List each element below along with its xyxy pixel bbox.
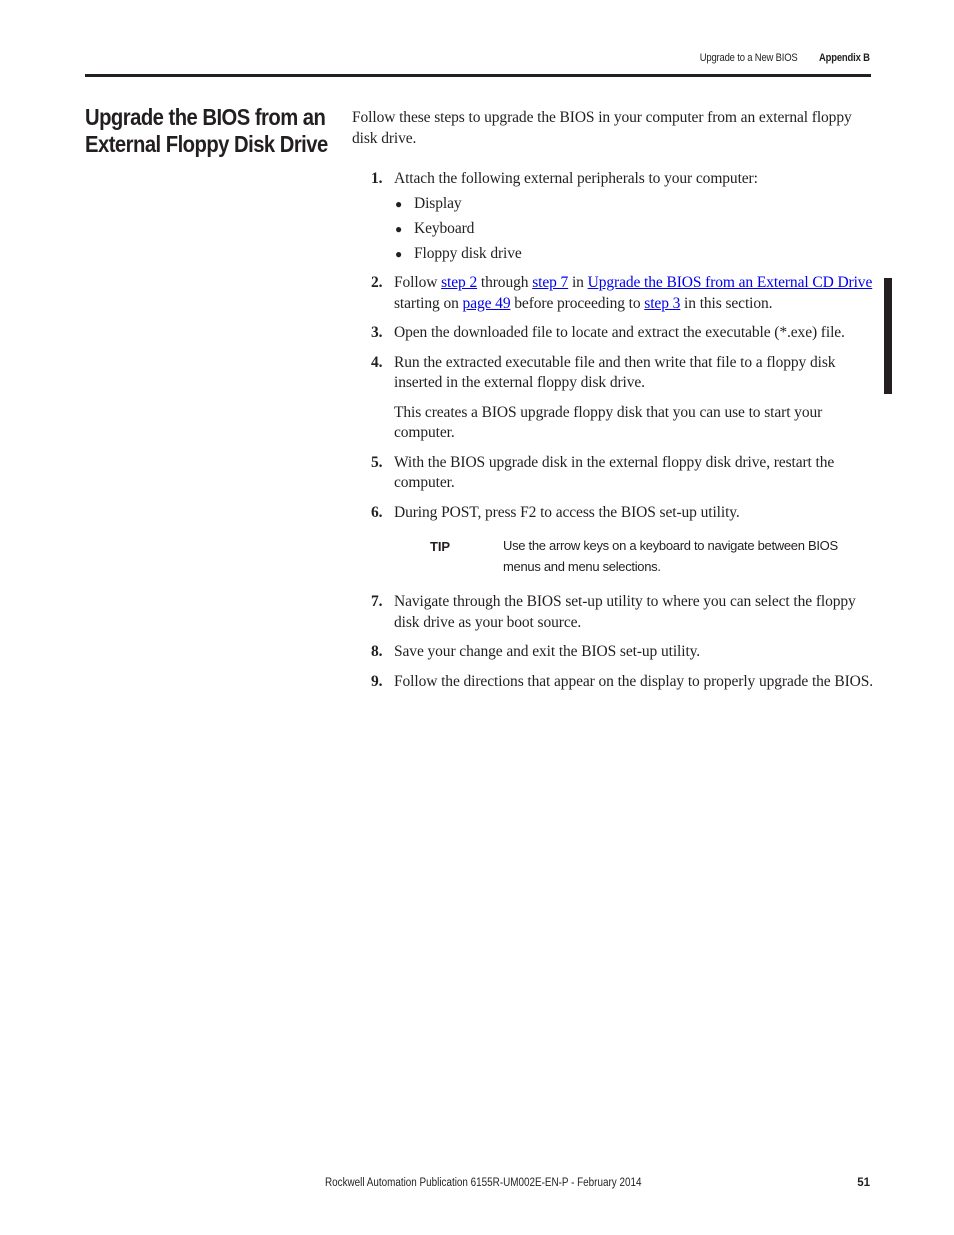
step-number: 9. bbox=[371, 672, 383, 690]
step-6 bbox=[352, 503, 874, 524]
step-2 bbox=[352, 273, 874, 314]
header-section-title: Upgrade to a New BIOS bbox=[699, 52, 798, 64]
step-number: 1. bbox=[371, 170, 383, 187]
step-number: 6. bbox=[371, 503, 383, 521]
step-text-fragment: through bbox=[477, 274, 533, 291]
step-7 bbox=[352, 592, 874, 633]
step-text: Run the extracted executable file and then write that file to a floppy disk inserted in the external floppy disk drive. bbox=[394, 353, 836, 391]
chapter-tab-marker bbox=[884, 278, 892, 394]
step-8 bbox=[352, 642, 874, 663]
step-number: 2. bbox=[371, 274, 383, 291]
step-text-fragment: before proceeding to bbox=[510, 294, 645, 312]
step-text-fragment: in bbox=[568, 274, 588, 291]
section-heading-line-2: External Floppy Disk Drive bbox=[85, 131, 328, 157]
step-number: 5. bbox=[371, 453, 383, 471]
list-item-text: Display bbox=[414, 194, 462, 212]
bullet-icon: ● bbox=[395, 196, 403, 211]
step-note: This creates a BIOS upgrade floppy disk that you can use to start your computer. bbox=[394, 403, 823, 441]
running-header bbox=[700, 52, 870, 64]
peripheral-list bbox=[394, 194, 874, 265]
step-text: During POST, press F2 to access the BIOS set-up utility. bbox=[394, 503, 740, 521]
link-step-2[interactable]: step 2 bbox=[441, 274, 478, 291]
tip-label: TIP bbox=[430, 539, 450, 554]
step-text: Navigate through the BIOS set-up utility to where you can select the floppy disk drive as your boot source. bbox=[394, 593, 856, 631]
bullet-icon: ● bbox=[395, 221, 403, 236]
step-1 bbox=[352, 169, 874, 264]
step-text: Open the downloaded file to locate and extract the executable (*.exe) file. bbox=[394, 324, 845, 341]
list-item bbox=[394, 244, 874, 265]
link-step-7[interactable]: step 7 bbox=[532, 274, 569, 291]
list-item bbox=[394, 194, 874, 215]
section-heading-line-1: Upgrade the BIOS from an bbox=[85, 104, 326, 130]
link-upgrade-bios-cd-drive[interactable]: Upgrade the BIOS from an External CD Drive bbox=[587, 274, 873, 291]
step-text bbox=[394, 273, 874, 314]
step-text: Attach the following external peripherals to your computer: bbox=[394, 170, 758, 187]
step-text: Save your change and exit the BIOS set-up utility. bbox=[394, 643, 701, 660]
step-text: With the BIOS upgrade disk in the external floppy disk drive, restart the computer. bbox=[394, 453, 835, 491]
step-text-fragment: in this section. bbox=[680, 294, 773, 312]
header-appendix: Appendix B bbox=[819, 52, 870, 64]
step-number: 8. bbox=[371, 643, 383, 660]
step-number: 7. bbox=[371, 593, 383, 610]
tip-text: Use the arrow keys on a keyboard to navigate between BIOS menus and menu selections. bbox=[503, 538, 838, 574]
section-body bbox=[352, 108, 874, 701]
page-number: 51 bbox=[857, 1177, 870, 1189]
section-heading bbox=[85, 104, 328, 158]
publication-id: Rockwell Automation Publication 6155R-UM002E-EN-P - February 2014 bbox=[325, 1177, 642, 1189]
step-text-fragment: starting on bbox=[394, 294, 463, 312]
step-9 bbox=[352, 672, 874, 693]
bullet-icon: ● bbox=[395, 246, 403, 261]
intro-paragraph: Follow these steps to upgrade the BIOS in your computer from an external floppy disk drive. bbox=[352, 109, 852, 147]
link-page-49[interactable]: page 49 bbox=[462, 294, 511, 312]
header-rule bbox=[85, 74, 871, 77]
step-number: 3. bbox=[371, 324, 383, 341]
link-step-3[interactable]: step 3 bbox=[644, 294, 681, 312]
step-5 bbox=[352, 453, 874, 494]
step-4 bbox=[352, 353, 874, 444]
procedure-steps bbox=[352, 169, 874, 692]
tip-box bbox=[352, 532, 874, 584]
list-item-text: Keyboard bbox=[414, 219, 475, 237]
step-text: Follow the directions that appear on the display to properly upgrade the BIOS. bbox=[394, 672, 874, 690]
list-item-text: Floppy disk drive bbox=[414, 244, 522, 262]
step-number: 4. bbox=[371, 353, 383, 371]
list-item bbox=[394, 219, 874, 240]
step-text-fragment: Follow bbox=[394, 274, 442, 291]
step-3 bbox=[352, 323, 874, 344]
